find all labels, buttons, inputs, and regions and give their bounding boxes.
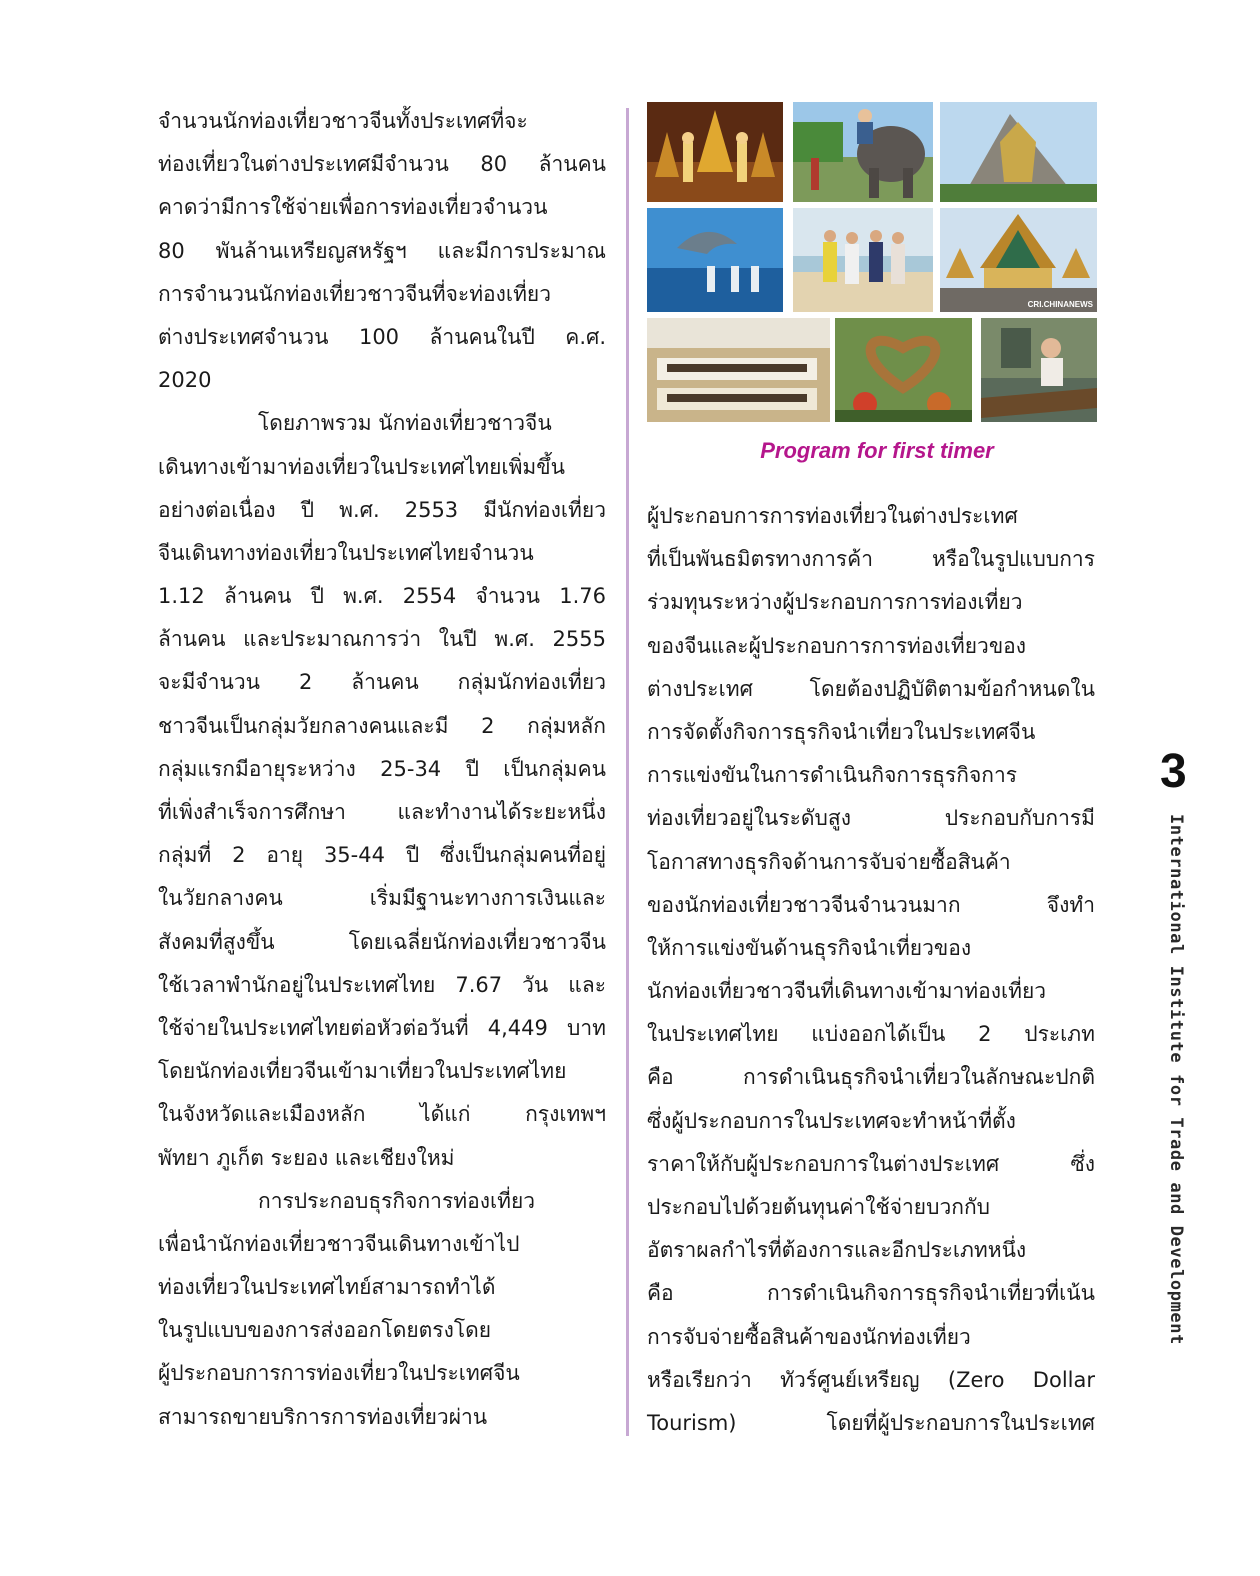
text-line: กลุ่มที่ 2 อายุ 35-44 ปี ซึ่งเป็นกลุ่มคนที่อยู่ <box>158 843 606 868</box>
text-line: Tourism) โดยที่ผู้ประกอบการในประเทศ <box>647 1410 1095 1435</box>
text-line: การจัดตั้งกิจการธุรกิจนำเที่ยวในประเทศจีน <box>647 719 1036 744</box>
photo-gallery <box>647 102 1097 422</box>
text-line: ประกอบไปด้วยต้นทุนค่าใช้จ่ายบวกกับ <box>647 1195 990 1219</box>
text-line: ในวัยกลางคน เริ่มมีฐานะทางการเงินและ <box>158 886 606 911</box>
text-line: ราคาให้กับผู้ประกอบการในต่างประเทศ ซึ่ง <box>647 1151 1095 1176</box>
photo-buddha-mountain <box>940 102 1097 202</box>
text-line: นักท่องเที่ยวชาวจีนที่เดินทางเข้ามาท่องเที่ยว <box>647 979 1047 1004</box>
text-line: จีนเดินทางท่องเที่ยวในประเทศไทยจำนวน <box>158 540 534 565</box>
text-line: ต่างประเทศจำนวน 100 ล้านคนในปี ค.ศ. <box>158 324 606 349</box>
text-line: กลุ่มแรกมีอายุระหว่าง 25-34 ปี เป็นกลุ่มคน <box>158 756 606 781</box>
photo-dolphin-show <box>647 208 783 312</box>
text-line: พัทยา ภูเก็ต ระยอง และเชียงใหม่ <box>158 1145 455 1170</box>
text-line: ใช้จ่ายในประเทศไทยต่อหัวต่อวันที่ 4,449 บาท <box>158 1015 606 1040</box>
page-number: 3 <box>1160 745 1187 798</box>
text-line: อย่างต่อเนื่อง ปี พ.ศ. 2553 มีนักท่องเที่ยว <box>158 497 606 522</box>
text-line: ผู้ประกอบการการท่องเที่ยวในประเทศจีน <box>158 1361 520 1386</box>
text-line: การแข่งขันในการดำเนินกิจการธุรกิจการ <box>647 763 1018 788</box>
text-line: ให้การแข่งขันด้านธุรกิจนำเที่ยวของ <box>647 935 972 960</box>
text-line: ใช้เวลาพำนักอยู่ในประเทศไทย 7.67 วัน และ <box>158 972 606 997</box>
text-line: ที่เป็นพันธมิตรทางการค้า หรือในรูปแบบการ <box>647 547 1095 572</box>
gallery-caption: Program for first timer <box>760 438 994 463</box>
text-line: ในรูปแบบของการส่งออกโดยตรงโดย <box>158 1318 492 1343</box>
text-line: ล้านคน และประมาณการว่า ในปี พ.ศ. 2555 <box>158 627 606 652</box>
photo-elephant <box>793 102 933 202</box>
text-line: ท่องเที่ยวในต่างประเทศมีจำนวน 80 ล้านคน <box>158 152 606 177</box>
text-line: ชาวจีนเป็นกลุ่มวัยกลางคนและมี 2 กลุ่มหลัก <box>158 713 606 738</box>
text-line: สังคมที่สูงขึ้น โดยเฉลี่ยนักท่องเที่ยวชาวจีน <box>158 929 606 954</box>
text-line: โดยภาพรวม นักท่องเที่ยวชาวจีน <box>258 411 552 436</box>
text-line: หรือเรียกว่า ทัวร์ศูนย์เหรียญ (Zero Dollar <box>647 1367 1095 1392</box>
text-line: คือ การดำเนินกิจการธุรกิจนำเที่ยวที่เน้น <box>647 1281 1095 1306</box>
text-line: สามารถขายบริการการท่องเที่ยวผ่าน <box>158 1404 488 1429</box>
right-text-column <box>647 495 1095 1445</box>
text-line: ต่างประเทศ โดยต้องปฏิบัติตามข้อกำหนดใน <box>647 676 1095 701</box>
photo-thai-dancers <box>647 102 783 202</box>
photo-grand-palace <box>940 208 1097 312</box>
text-line: ในจังหวัดและเมืองหลัก ได้แก่ กรุงเทพฯ <box>158 1102 606 1127</box>
left-text-column <box>158 100 606 1439</box>
text-line: เดินทางเข้ามาท่องเที่ยวในประเทศไทยเพิ่มขึ้น <box>158 454 565 479</box>
photo-jewelry-showroom <box>647 318 830 422</box>
text-line: จำนวนนักท่องเที่ยวชาวจีนทั้งประเทศที่จะ <box>158 109 528 133</box>
photo-tourists-beach <box>793 208 933 312</box>
text-line: การจำนวนนักท่องเที่ยวชาวจีนที่จะท่องเที่ยว <box>158 281 552 306</box>
text-line: ของจีนและผู้ประกอบการการท่องเที่ยวของ <box>647 633 1027 658</box>
text-line: อัตราผลกำไรที่ต้องการและอีกประเภทหนึ่ง <box>647 1238 1027 1263</box>
text-line: 2020 <box>158 368 212 393</box>
text-line: จะมีจำนวน 2 ล้านคน กลุ่มนักท่องเที่ยว <box>158 670 606 695</box>
text-line: เพื่อนำนักท่องเที่ยวชาวจีนเดินทางเข้าไป <box>158 1231 520 1256</box>
text-line: ร่วมทุนระหว่างผู้ประกอบการการท่องเที่ยว <box>647 590 1023 615</box>
text-line: การประกอบธุรกิจการท่องเที่ยว <box>258 1188 536 1213</box>
text-line: 1.12 ล้านคน ปี พ.ศ. 2554 จำนวน 1.76 <box>158 584 606 609</box>
column-divider <box>626 108 629 1436</box>
text-line: ในประเทศไทย แบ่งออกได้เป็น 2 ประเภท <box>647 1022 1095 1047</box>
photo-watermark: CRI.CHINANEWS <box>1027 300 1093 309</box>
text-line: การจับจ่ายซื้อสินค้าของนักท่องเที่ยว <box>647 1324 971 1349</box>
text-line: ของนักท่องเที่ยวชาวจีนจำนวนมาก จึงทำ <box>647 892 1095 917</box>
text-line: ซึ่งผู้ประกอบการในประเทศจะทำหน้าที่ตั้ง <box>647 1108 1016 1133</box>
text-line: 80 พันล้านเหรียญสหรัฐฯ และมีการประมาณ <box>158 238 606 263</box>
text-line: คือ การดำเนินธุรกิจนำเที่ยวในลักษณะปกติ <box>647 1065 1095 1090</box>
text-line: ที่เพิ่งสำเร็จการศึกษา และทำงานได้ระยะหนึ่ง <box>158 800 606 824</box>
text-line: คาดว่ามีการใช้จ่ายเพื่อการท่องเที่ยวจำนวน <box>158 195 548 220</box>
text-line: ท่องเที่ยวอยู่ในระดับสูง ประกอบกับการมี <box>647 806 1095 831</box>
text-line: ผู้ประกอบการการท่องเที่ยวในต่างประเทศ <box>647 504 1018 528</box>
institute-name-vertical: International Institute for Trade and Development <box>1166 814 1186 1345</box>
text-line: โอกาสทางธุรกิจด้านการจับจ่ายซื้อสินค้า <box>647 849 1011 874</box>
text-line: ท่องเที่ยวในประเทศไทย์สามารถทำได้ <box>158 1275 496 1300</box>
text-line: โดยนักท่องเที่ยวจีนเข้ามาเที่ยวในประเทศไทย <box>158 1059 567 1084</box>
photo-garden-heart <box>835 318 972 422</box>
photo-floating-market <box>981 318 1097 422</box>
